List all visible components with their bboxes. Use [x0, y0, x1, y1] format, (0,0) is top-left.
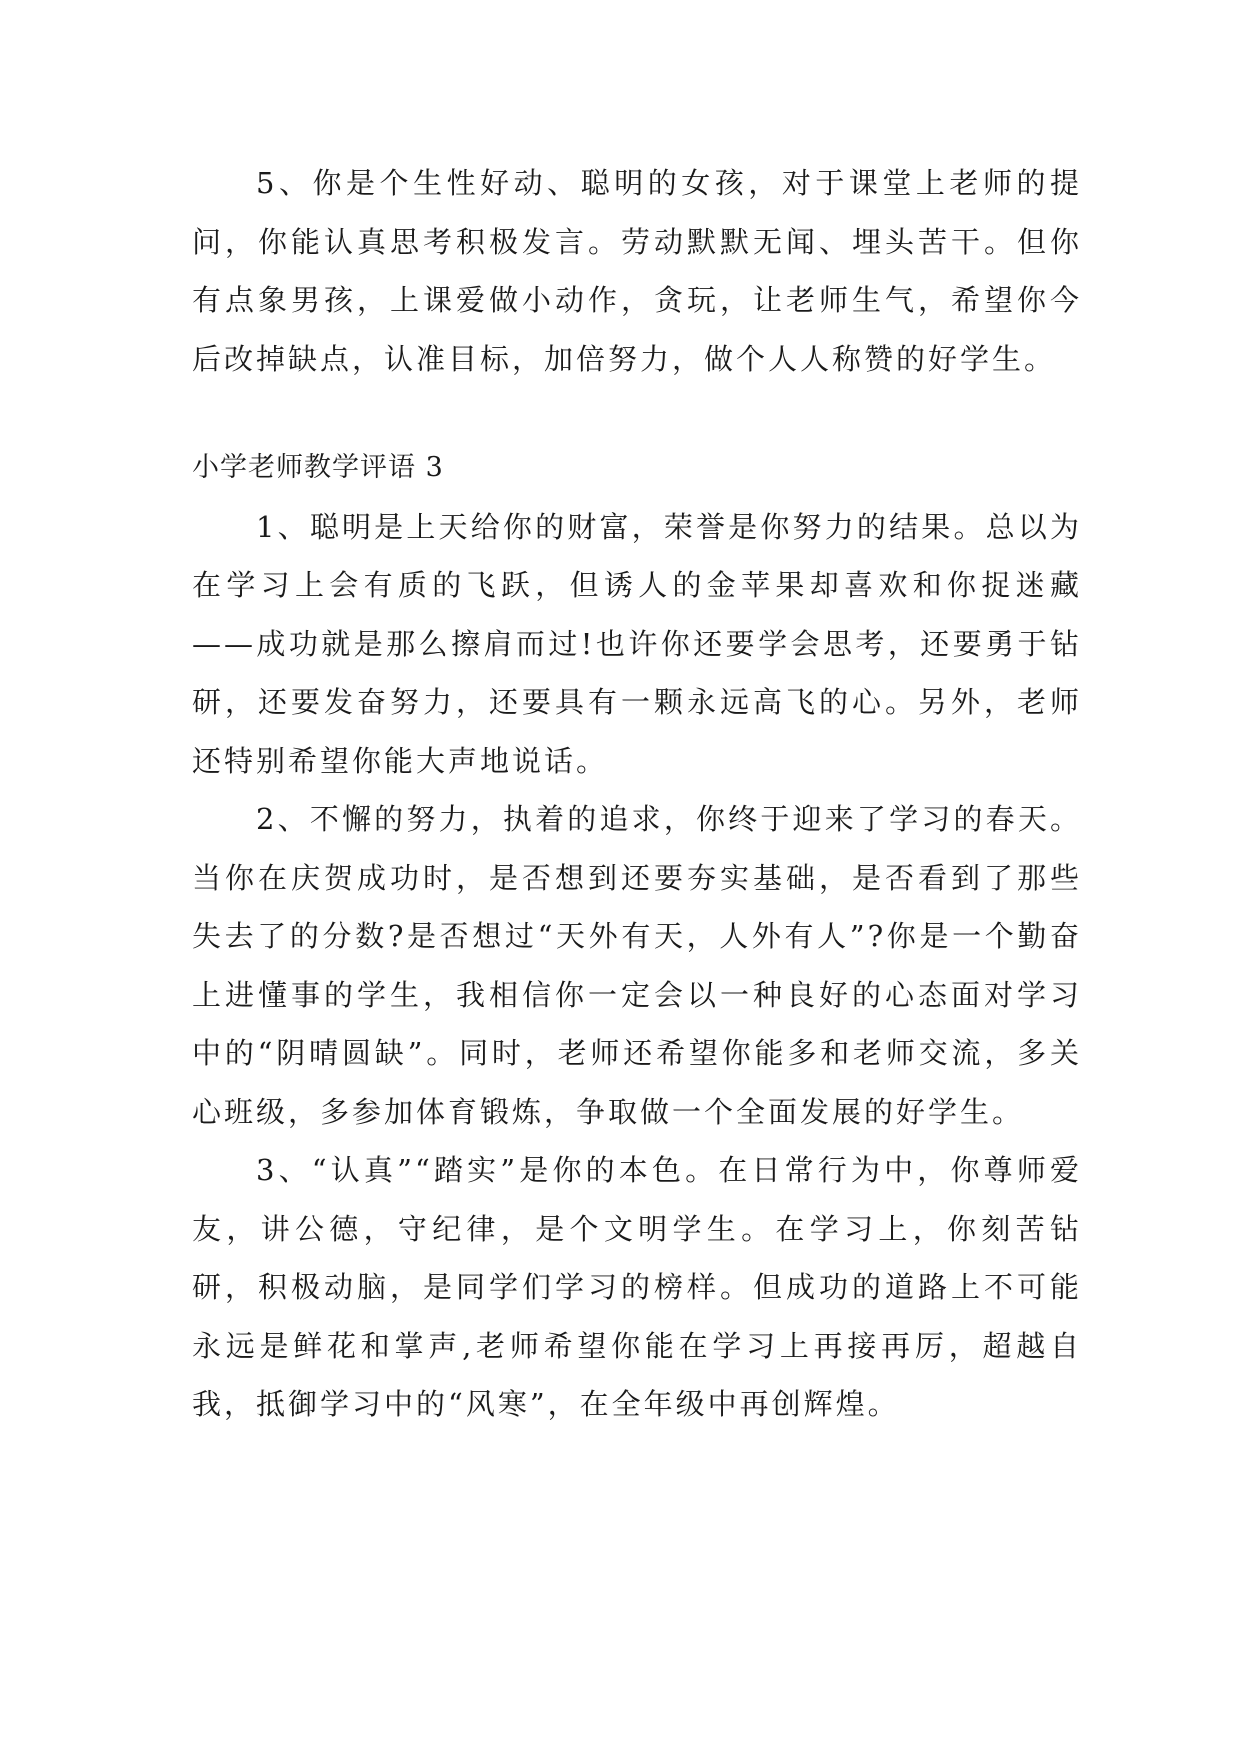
section-spacer [192, 388, 1082, 439]
section-heading: 小学老师教学评语 3 [192, 452, 444, 483]
comment-paragraph-2: 2、不懈的努力，执着的追求，你终于迎来了学习的春天。当你在庆贺成功时，是否想到还要夯实基础，是否看到了那些失去了的分数?是否想过“天外有天，人外有人”?你是一个勤奋上进懂事的学生，我相信你一定会以一种良好的心态面对学习中的“阴晴圆缺”。同时，老师还希望你能多和老师交流，多关心班级，多参加体育锻炼，争取做一个全面发展的好学生。 [192, 802, 1082, 1129]
intro-paragraph: 5、你是个生性好动、聪明的女孩，对于课堂上老师的提问，你能认真思考积极发言。劳动默默无闻、埋头苦干。但你有点象男孩，上课爱做小动作，贪玩，让老师生气，希望你今后改掉缺点，认准目标，加倍努力，做个人人称赞的好学生。 [192, 166, 1082, 376]
comment-paragraph-1: 1、聪明是上天给你的财富，荣誉是你努力的结果。总以为在学习上会有质的飞跃，但诱人的金苹果却喜欢和你捉迷藏——成功就是那么擦肩而过!也许你还要学会思考，还要勇于钻研，还要发奋努力，还要具有一颗永远高飞的心。另外，老师还特别希望你能大声地说话。 [192, 509, 1082, 778]
document-page [192, 154, 1082, 1434]
comment-paragraph-3: 3、“认真”“踏实”是你的本色。在日常行为中，你尊师爱友，讲公德，守纪律，是个文明学生。在学习上，你刻苦钻研，积极动脑，是同学们学习的榜样。但成功的道路上不可能永远是鲜花和掌声,老师希望你能在学习上再接再厉，超越自我，抵御学习中的“风寒”，在全年级中再创辉煌。 [192, 1153, 1082, 1421]
